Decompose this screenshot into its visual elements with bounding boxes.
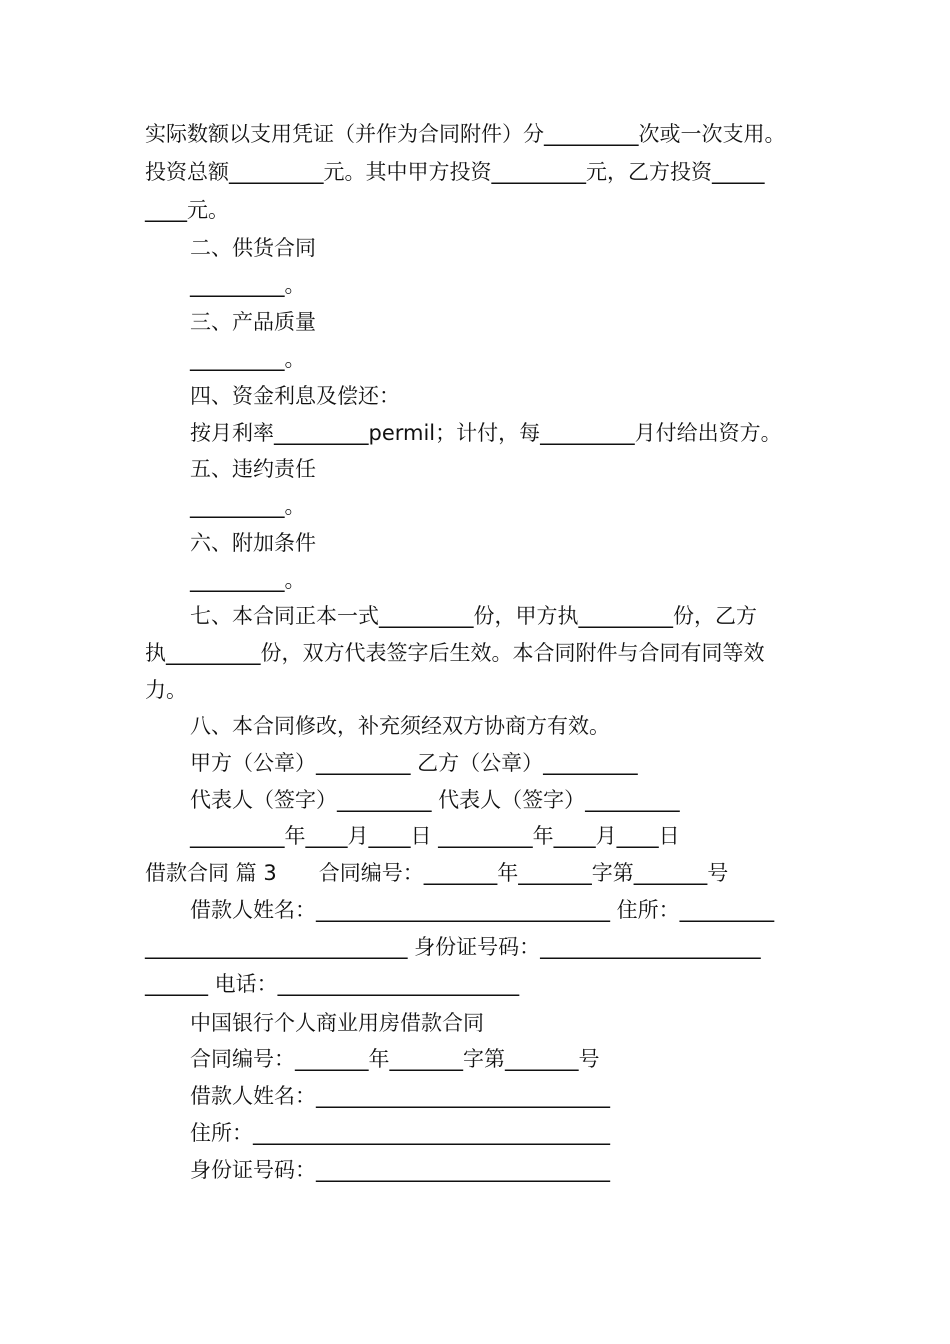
text-line-investment-total: 投资总额_________元。其中甲方投资_________元，乙方投资_____ [145, 160, 765, 184]
section-heading-supply: 二、供货合同 [190, 236, 316, 260]
section-heading-quality: 三、产品质量 [190, 310, 316, 334]
contract-title-line: 借款合同 篇 3 合同编号：_______年_______字第_______号 [145, 861, 729, 885]
borrower-name-line: 借款人姓名：____________________________ 住所：_________ [190, 898, 775, 922]
text-line-copies: 七、本合同正本一式_________份，甲方执_________份，乙方 [190, 604, 757, 628]
signature-seal-line: 甲方（公章）_________ 乙方（公章）_________ [190, 751, 638, 775]
id-number-field: 身份证号码：____________________________ [190, 1158, 610, 1182]
borrower-phone-line: ______ 电话：_______________________ [145, 972, 520, 996]
text-line-copies-cont: 执_________份，双方代表签字后生效。本合同附件与合同有同等效 [145, 641, 765, 665]
bank-contract-title: 中国银行个人商业用房借款合同 [190, 1011, 484, 1035]
address-field: 住所：__________________________________ [190, 1121, 610, 1145]
blank-line: _________。 [190, 273, 306, 297]
blank-line: _________。 [190, 568, 306, 592]
section-heading-conditions: 六、附加条件 [190, 531, 316, 555]
blank-line: _________。 [190, 494, 306, 518]
signature-date-line: _________年____月____日 _________年____月____日 [190, 824, 680, 848]
text-line-interest-rate: 按月利率_________permil；计付，每_________月付给出资方。 [190, 421, 782, 445]
text-line-copies-end: 力。 [145, 678, 187, 702]
blank-line: _________。 [190, 347, 306, 371]
section-heading-amendment: 八、本合同修改，补充须经双方协商方有效。 [190, 714, 610, 738]
section-heading-liability: 五、违约责任 [190, 457, 316, 481]
borrower-id-line: _________________________ 身份证号码：_____________________ [145, 935, 761, 959]
borrower-name-field: 借款人姓名：____________________________ [190, 1084, 610, 1108]
section-heading-interest: 四、资金利息及偿还： [190, 384, 400, 408]
contract-number-line: 合同编号：_______年_______字第_______号 [190, 1047, 600, 1071]
text-line-disbursement: 实际数额以支用凭证（并作为合同附件）分_________次或一次支用。 [145, 122, 786, 146]
text-line-investment-cont: ____元。 [145, 198, 229, 222]
signature-rep-line: 代表人（签字）_________ 代表人（签字）_________ [190, 788, 680, 812]
